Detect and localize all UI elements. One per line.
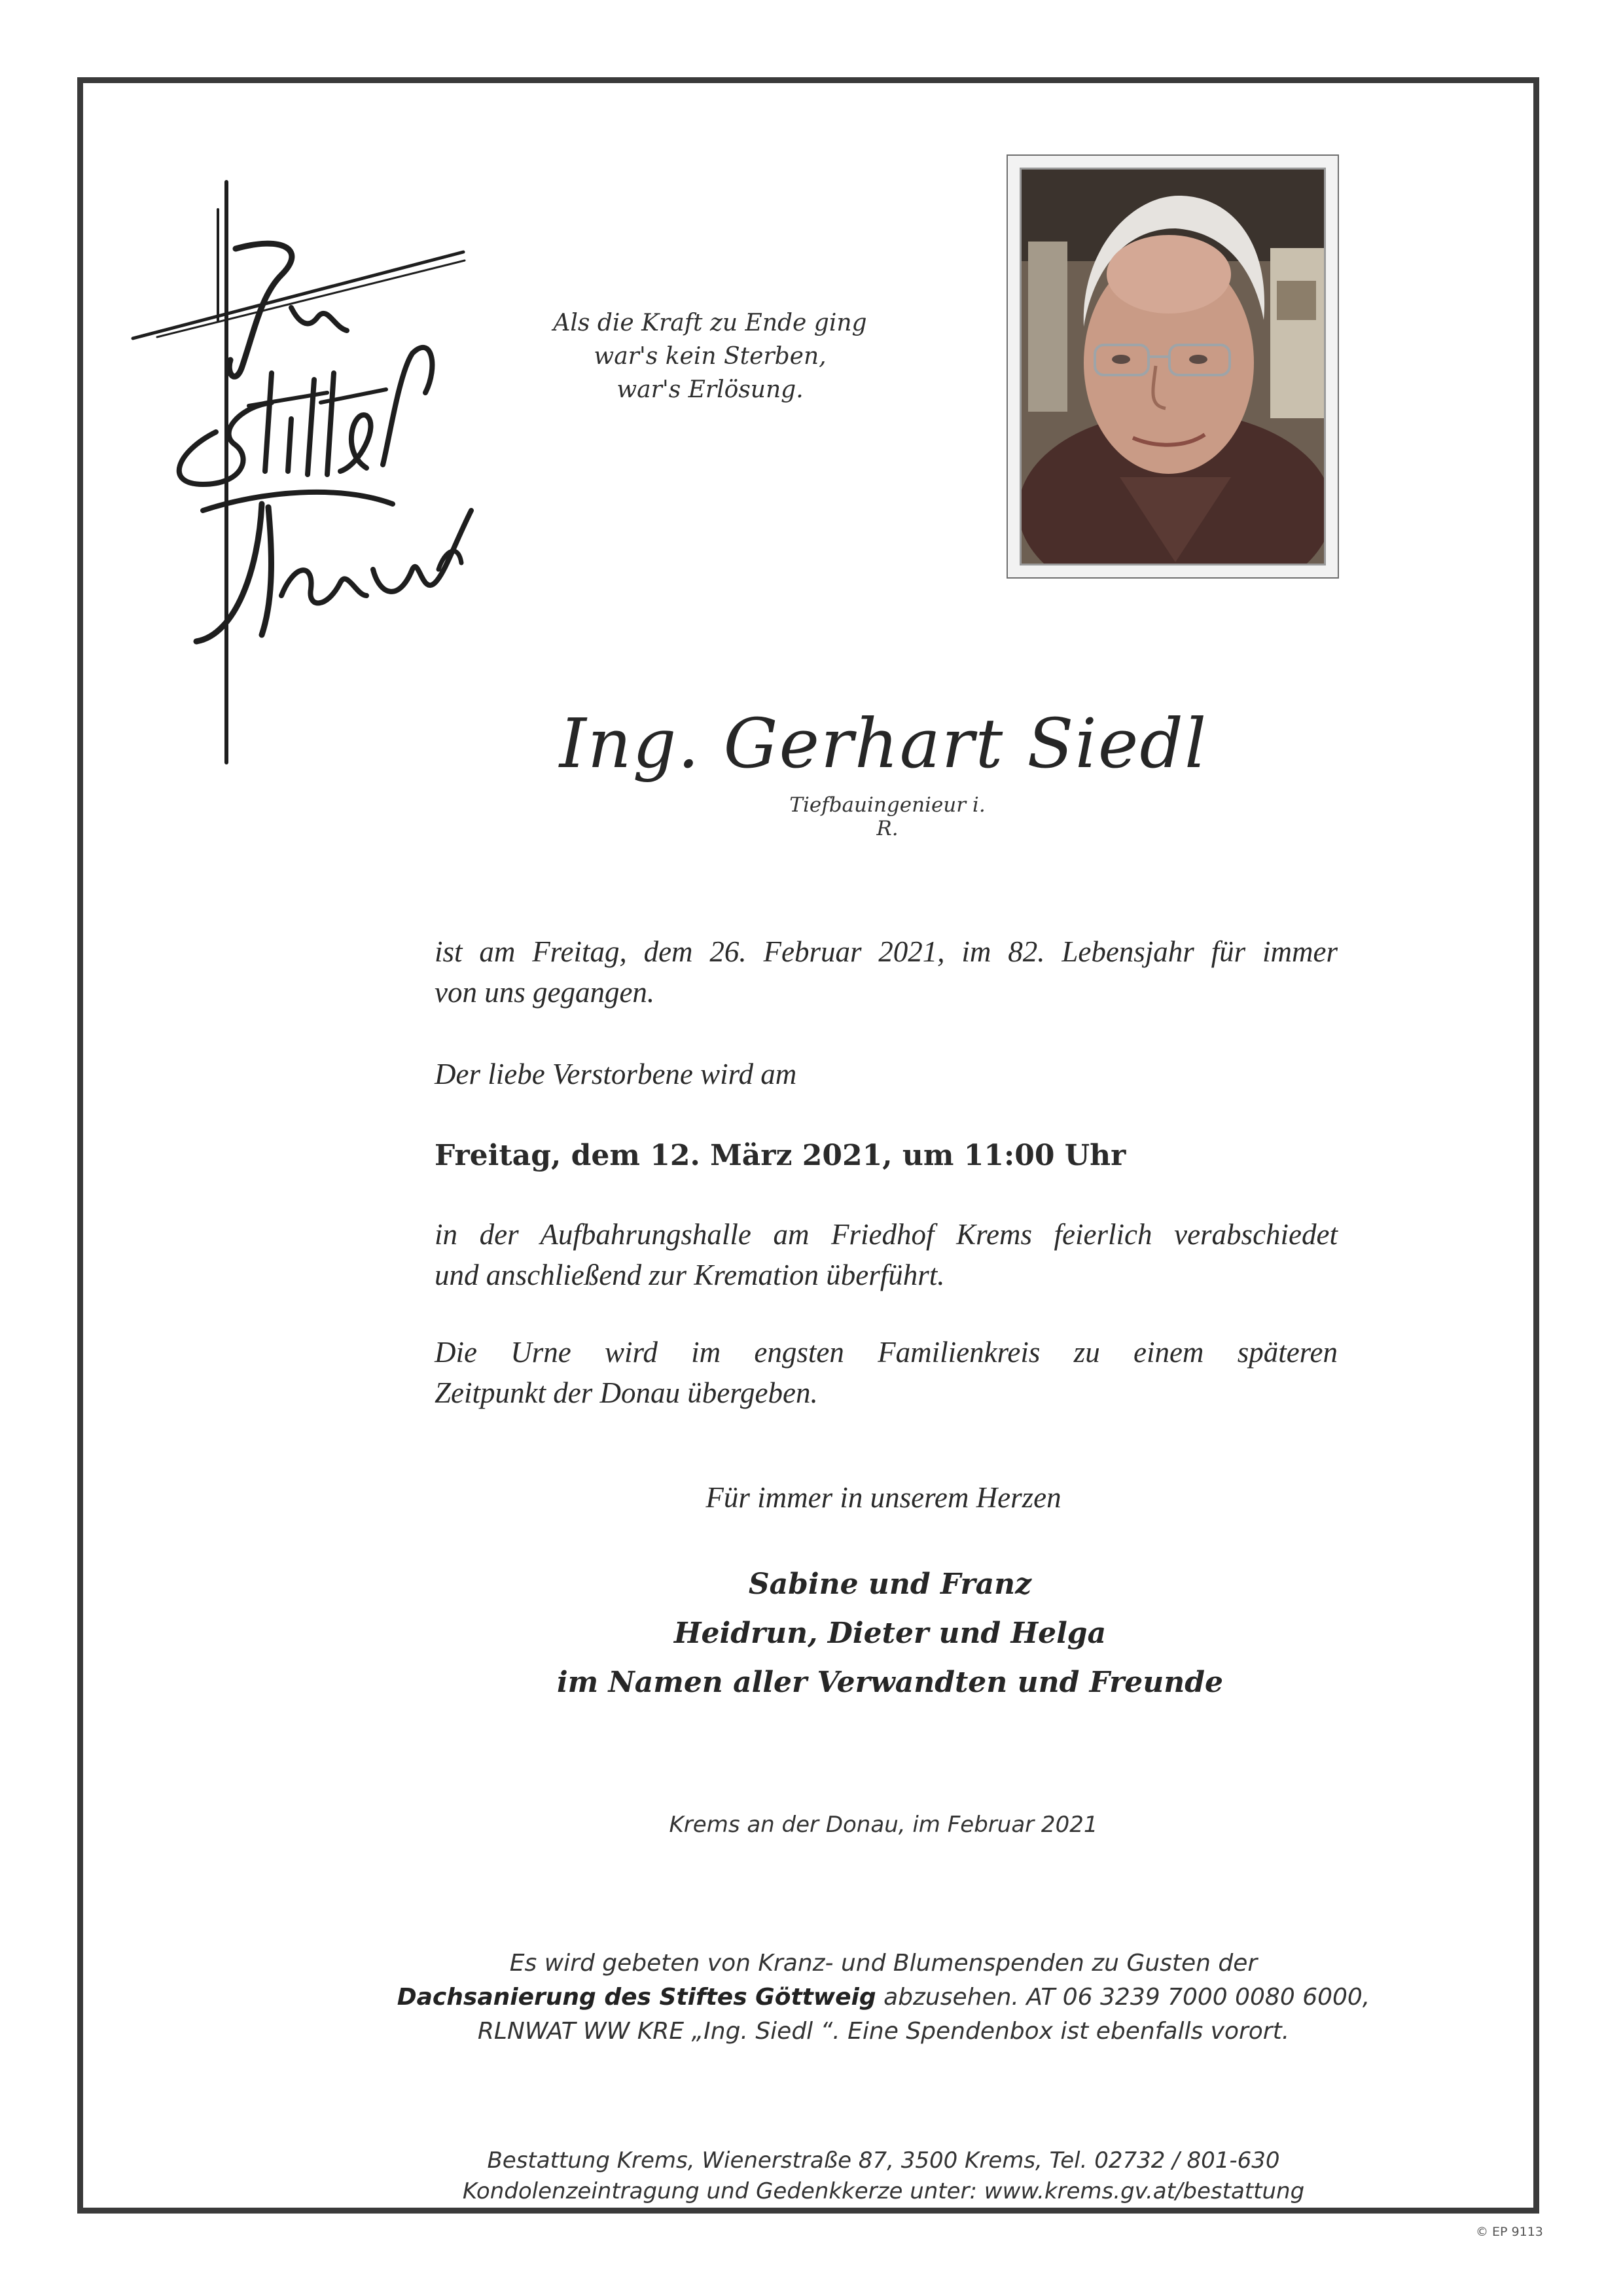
paragraph-line: von uns gegangen. <box>435 976 655 1009</box>
portrait-photo <box>1020 168 1326 565</box>
funeral-home-footer <box>393 2145 1374 2207</box>
paragraph-line: ist am Freitag, dem 26. Februar 2021, im 82. Lebensjahr für immer <box>435 935 1338 968</box>
deceased-profession: Tiefbauingenieur i. R. <box>789 793 986 840</box>
mourner-text: Heidrun, Dieter und Helga <box>673 1617 1107 1650</box>
donation-notice <box>393 1946 1374 2049</box>
portrait-photo-frame <box>1007 154 1339 579</box>
print-code: © EP 9113 <box>1476 2225 1543 2239</box>
donation-account: abzusehen. AT 06 3239 7000 0080 6000, <box>876 1984 1370 2011</box>
donation-line <box>393 1981 1374 2015</box>
donation-line: Es wird gebeten von Kranz- und Blumenspenden zu Gusten der <box>509 1950 1258 1977</box>
death-announcement-paragraph <box>435 931 1338 1013</box>
mourner-line <box>0 1666 1623 1699</box>
mourner-text: im Namen aller Verwandten und Freunde <box>556 1666 1224 1699</box>
place-and-date <box>0 1812 1623 1838</box>
paragraph-line: Zeitpunkt der Donau übergeben. <box>435 1376 818 1409</box>
paragraph-line: Die Urne wird im engsten Familienkreis zu einem späteren <box>435 1336 1338 1369</box>
motto-line: war's kein Sterben, <box>594 343 827 370</box>
closing-line-text: Für immer in unserem Herzen <box>705 1481 1061 1514</box>
mourner-line <box>0 1617 1623 1650</box>
place-and-date-text: Krems an der Donau, im Februar 2021 <box>669 1812 1098 1838</box>
donation-line: RLNWAT WW KRE „Ing. Siedl “. Eine Spendenbox ist ebenfalls vorort. <box>477 2018 1290 2045</box>
deceased-name <box>0 704 1623 783</box>
urn-paragraph <box>435 1332 1338 1413</box>
farewell-intro-paragraph: Der liebe Verstorbene wird am <box>435 1058 797 1090</box>
motto-line: war's Erlösung. <box>616 376 804 403</box>
mourner-text: Sabine und Franz <box>748 1568 1032 1601</box>
closing-line <box>0 1480 1623 1515</box>
paragraph-line: und anschließend zur Kremation überführt. <box>435 1259 945 1291</box>
donation-recipient: Dachsanierung des Stiftes Göttweig <box>397 1984 876 2011</box>
ceremony-location-paragraph <box>435 1214 1338 1295</box>
ceremony-date-time: Freitag, dem 12. März 2021, um 11:00 Uhr <box>435 1139 1126 1172</box>
deceased-name-text: Ing. Gerhart Siedl <box>559 704 1208 783</box>
paragraph-line: in der Aufbahrungshalle am Friedhof Krems feierlich verabschiedet <box>435 1218 1338 1251</box>
footer-address: Bestattung Krems, Wienerstraße 87, 3500 Krems, Tel. 02732 / 801-630 <box>487 2147 1280 2174</box>
motto-line: Als die Kraft zu Ende ging <box>553 310 867 336</box>
in-stiller-trauer-calligraphy <box>131 177 497 779</box>
memorial-motto <box>537 306 883 406</box>
footer-website: Kondolenzeintragung und Gedenkkerze unter: www.krems.gv.at/bestattung <box>462 2178 1305 2204</box>
mourner-line <box>0 1568 1623 1601</box>
